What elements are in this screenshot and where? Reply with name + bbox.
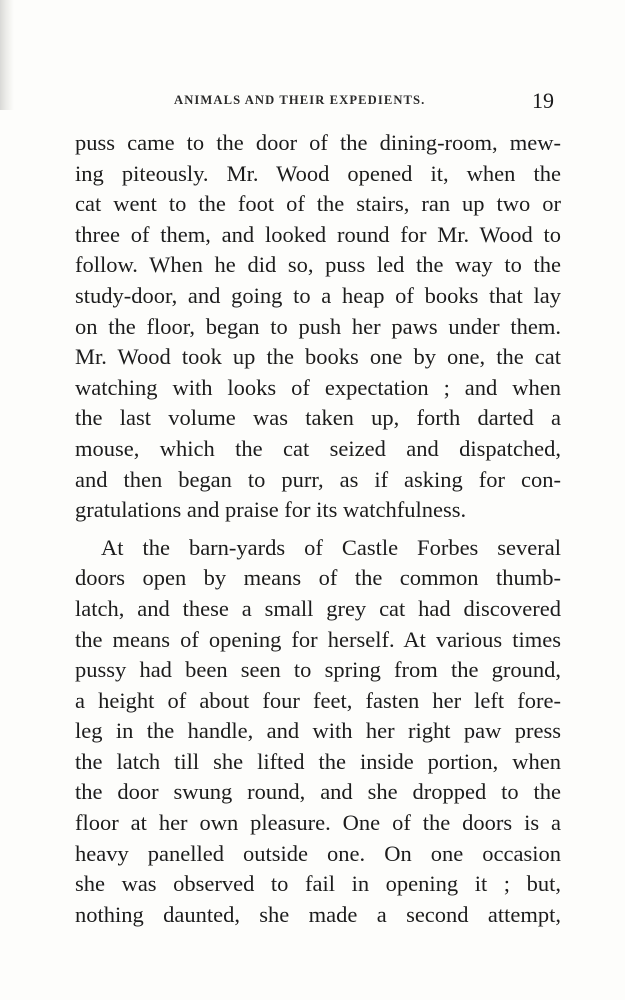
text-line: three of them, and looked round for Mr. Wood to — [75, 221, 561, 247]
text-line: pussy had been seen to spring from the ground, — [75, 657, 561, 683]
text-line: leg in the handle, and with her right paw press — [75, 718, 561, 744]
text-line: on the floor, began to push her paws under them. — [75, 313, 561, 339]
text-line: mouse, which the cat seized and dispatched, — [75, 435, 561, 461]
text-line: puss came to the door of the dining-room, mew- — [75, 130, 561, 155]
text-line: and then began to purr, as if asking for con- — [75, 466, 561, 492]
text-line: study-door, and going to a heap of books that lay — [75, 282, 561, 308]
text-line: the latch till she lifted the inside portion, when — [75, 748, 561, 774]
text-line: watching with looks of expectation ; and when — [75, 374, 561, 400]
text-line: gratulations and praise for its watchfulness. — [75, 497, 467, 523]
paragraph — [75, 128, 561, 526]
text-line: she was observed to fail in opening it ; but, — [75, 871, 561, 897]
paragraph-gap — [75, 526, 561, 533]
paragraph — [75, 533, 561, 931]
text-line: cat went to the foot of the stairs, ran up two or — [75, 191, 561, 217]
text-line: Mr. Wood took up the books one by one, the cat — [75, 344, 561, 370]
text-line: the means of opening for herself. At various times — [75, 626, 561, 652]
running-head — [0, 89, 625, 113]
text-line: doors open by means of the common thumb- — [75, 565, 561, 591]
text-line: the door swung round, and she dropped to the — [75, 779, 561, 805]
running-title: ANIMALS AND THEIR EXPEDIENTS. — [174, 93, 426, 107]
text-line: follow. When he did so, puss led the way to the — [75, 252, 561, 278]
text-line: nothing daunted, she made a second attempt, — [75, 901, 561, 927]
body-text — [75, 128, 561, 930]
text-line: a height of about four feet, fasten her left fore- — [75, 687, 561, 713]
text-line: ing piteously. Mr. Wood opened it, when the — [75, 160, 561, 186]
text-line: floor at her own pleasure. One of the doors is a — [75, 810, 561, 836]
text-line: At the barn-yards of Castle Forbes several — [101, 534, 561, 560]
text-line: the last volume was taken up, forth darted a — [75, 405, 561, 431]
text-line: heavy panelled outside one. On one occasion — [75, 840, 561, 866]
page-number: 19 — [532, 88, 554, 113]
text-line: latch, and these a small grey cat had discovered — [75, 595, 561, 621]
